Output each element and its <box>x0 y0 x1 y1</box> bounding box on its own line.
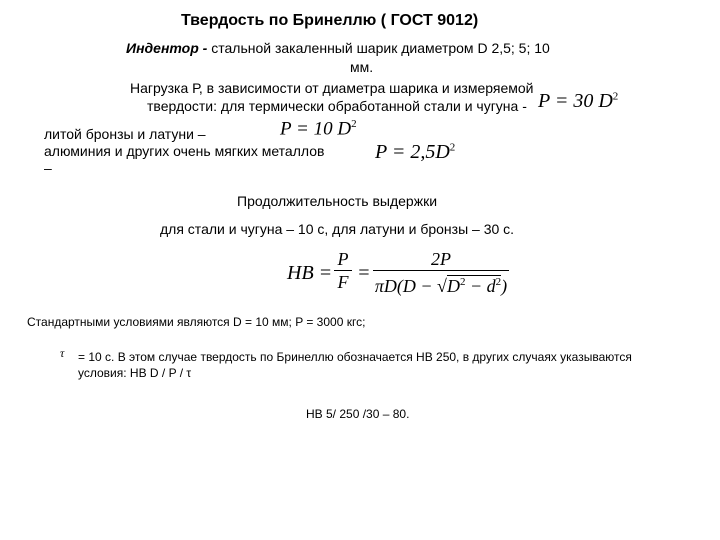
duration-line-2: для стали и чугуна – 10 с, для латуни и бронзы – 30 с. <box>160 221 515 237</box>
formula-bronze-text: P = 10 D <box>280 118 352 140</box>
hb-f2-exp-2: 2 <box>495 276 502 288</box>
aluminum-text: алюминия и других очень мягких металлов <box>44 143 325 159</box>
hb-lhs: HB = <box>287 262 333 284</box>
load-line-1: Нагрузка Р, в зависимости от диаметра шарика и измеряемой <box>130 80 534 96</box>
hb-f2-radicand <box>447 275 501 296</box>
tau-symbol: τ <box>60 346 65 360</box>
hb-f2-numerator: 2P <box>431 249 451 269</box>
indentor-label: Индентор - <box>126 40 208 56</box>
hb-eq: = <box>357 262 371 284</box>
formula-bronze <box>280 118 357 140</box>
formula-aluminum <box>375 141 455 164</box>
indentor-line <box>126 40 550 56</box>
sqrt-icon: √ <box>437 276 447 296</box>
hb-f2-den-c: − d <box>465 276 496 296</box>
indentor-text: стальной закаленный шарик диаметром D 2,5; 5; 10 <box>207 40 550 56</box>
hb-f2-den-d: ) <box>501 276 508 296</box>
hb-fraction-1 <box>334 248 352 293</box>
hb-f1-denominator: F <box>337 272 349 292</box>
indentor-text-2: мм. <box>350 59 374 75</box>
load-line-2: твердости: для термически обработанной стали и чугуна - <box>147 98 527 114</box>
formula-bronze-exp: 2 <box>351 118 357 130</box>
tau-note-line-1: = 10 с. В этом случае твердость по Бринеллю обозначается НВ 250, в других случаях указываются <box>78 350 632 364</box>
hb-f2-den-b: D <box>446 276 460 296</box>
formula-aluminum-exp: 2 <box>449 141 456 154</box>
page-title: Твердость по Бринеллю ( ГОСТ 9012) <box>181 12 479 29</box>
hb-f1-numerator: P <box>337 249 349 269</box>
standard-conditions: Стандартными условиями являются D = 10 мм; P = 3000 кгс; <box>27 315 366 329</box>
tau-note-line-2: условия: HB D / P / τ <box>78 366 192 380</box>
formula-steel-exp: 2 <box>612 90 619 103</box>
aluminum-dash: – <box>44 160 52 176</box>
duration-line-1: Продолжительность выдержки <box>237 193 438 209</box>
hb-f2-denominator <box>375 271 507 297</box>
hb-fraction-2 <box>373 248 509 297</box>
hb-f2-exp-1: 2 <box>459 276 466 288</box>
hb-f2-den-a: πD(D − <box>374 276 438 296</box>
formula-steel-text: P = 30 D <box>538 90 613 112</box>
formula-aluminum-text: P = 2,5D <box>375 141 450 163</box>
example-designation: HB 5/ 250 /30 – 80. <box>306 407 410 421</box>
bronze-text: литой бронзы и латуни – <box>44 126 206 142</box>
formula-steel <box>538 90 618 113</box>
